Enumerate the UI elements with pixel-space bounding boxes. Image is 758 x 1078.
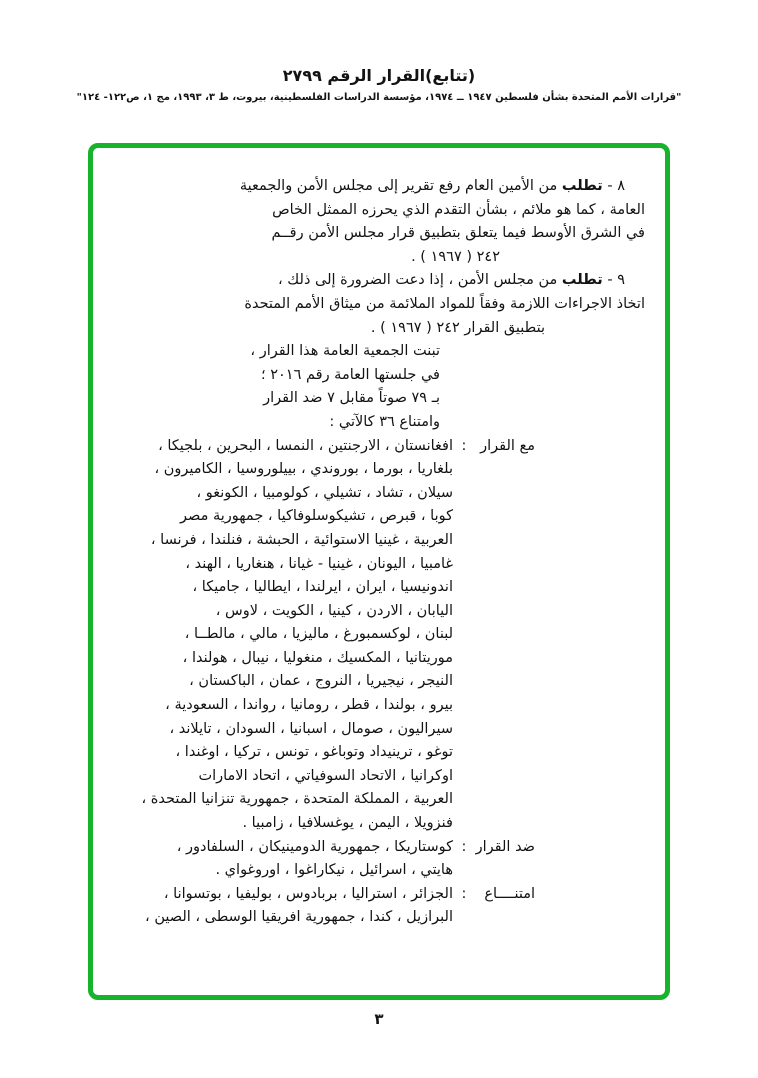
votes-with-row [111, 435, 535, 836]
votes-against-row [111, 836, 535, 883]
paragraph-8-line: ٢٤٢ ( ١٩٦٧ ) . [411, 248, 500, 265]
paragraph-number: ٨ - [602, 178, 625, 194]
doc-title: (تتابع)القرار الرقم ٢٧٩٩ [282, 66, 476, 85]
paragraph-8-line: في الشرق الأوسط فيما يتعلق بتطبيق قرار مجلس الأمن رقــم [271, 225, 645, 242]
paragraph-9-line: اتخاذ الاجراءات اللازمة وفقاً للمواد الملائمة من ميثاق الأمم المتحدة [244, 295, 645, 312]
country-line: لبنان ، لوكسمبورغ ، ماليزيا ، مالي ، مالطــا ، [184, 626, 453, 643]
country-line: العربية ، المملكة المتحدة ، جمهورية تنزانيا المتحدة ، [141, 791, 453, 808]
country-line: اوكرانيا ، الاتحاد السوفياتي ، اتحاد الامارات [198, 767, 453, 784]
operative-verb: تطلب [561, 178, 603, 194]
country-line: هايتي ، اسرائيل ، نيكاراغوا ، اوروغواي . [215, 862, 453, 879]
green-border-frame [88, 143, 670, 1000]
country-line: موريتانيا ، المكسيك ، منغوليا ، نيبال ، هولندا ، [182, 649, 453, 666]
votes-abstain-row [111, 883, 535, 930]
votes-abstain-colon: : [461, 885, 467, 902]
paragraph-8-line: العامة ، كما هو ملائم ، بشأن التقدم الذي يحرزه الممثل الخاص [272, 201, 645, 218]
country-line: كوبا ، قبرص ، تشيكوسلوفاكيا ، جمهورية مصر [180, 508, 453, 525]
doc-citation: "قرارات الأمم المتحدة بشأن فلسطين ١٩٤٧ ــ ١٩٧٤، مؤسسة الدراسات الفلسطينية، بيروت، ط ٣، ١٩٩٣، مج ١، ص١٢٢- ١٢٤" [76, 92, 682, 103]
country-line: النيجر ، نيجيريا ، النروج ، عمان ، الباكستان ، [189, 673, 453, 690]
paragraph-8-line [111, 175, 645, 199]
country-line: بيرو ، بولندا ، قطر ، رومانيا ، رواندا ، السعودية ، [165, 697, 453, 714]
votes-with-label: مع القرار [480, 437, 535, 454]
country-line: البرازيل ، كندا ، جمهورية افريقيا الوسطى ، الصين ، [145, 909, 453, 926]
paragraph-text: من الأمين العام رفع تقرير إلى مجلس الأمن والجمعية [239, 178, 562, 194]
votes-against-colon: : [461, 838, 467, 855]
adoption-statement [111, 340, 645, 434]
country-line: سيلان ، تشاد ، تشيلي ، كولومبيا ، الكونغو ، [196, 484, 453, 501]
country-line: الجزائر ، استراليا ، بربادوس ، بوليفيا ، بوتسوانا ، [163, 885, 453, 902]
country-line: العربية ، غينيا الاستوائية ، الحبشة ، فنلندا ، فرنسا ، [150, 531, 453, 548]
country-line: توغو ، ترينيداد وتوباغو ، تونس ، تركيا ، اوغندا ، [175, 744, 453, 761]
page-number: ٣ [374, 1010, 384, 1028]
country-line: اليابان ، الاردن ، كينيا ، الكويت ، لاوس ، [215, 602, 453, 619]
page-header [0, 0, 758, 103]
adoption-line: بـ ٧٩ صوتاً مقابل ٧ ضد القرار [263, 390, 440, 407]
adoption-line: في جلستها العامة رقم ٢٠١٦ ؛ [261, 366, 440, 383]
votes-against-label: ضد القرار [475, 838, 535, 855]
paragraph-number: ٩ - [602, 272, 625, 289]
votes-with-colon: : [461, 437, 467, 454]
operative-verb: تطلب [561, 272, 603, 289]
country-line: سيراليون ، صومال ، اسبانيا ، السودان ، تايلاند ، [169, 720, 453, 737]
paragraph-9-line: بتطبيق القرار ٢٤٢ ( ١٩٦٧ ) . [370, 319, 545, 336]
country-line: بلغاريا ، بورما ، بوروندي ، بييلوروسيا ، الكاميرون ، [154, 461, 453, 478]
votes-with-countries [142, 435, 453, 836]
country-line: افغانستان ، الارجنتين ، النمسا ، البحرين ، بلجيكا ، [158, 437, 453, 454]
votes-abstain-countries [145, 883, 453, 930]
resolution-body [93, 148, 665, 930]
country-line: كوستاريكا ، جمهورية الدومينيكان ، السلفادور ، [176, 838, 453, 855]
country-line: اندونيسيا ، ايران ، ايرلندا ، ايطاليا ، جاميكا ، [192, 579, 453, 596]
voting-record [111, 435, 645, 930]
country-line: غامبيا ، اليونان ، غينيا - غيانا ، هنغاريا ، الهند ، [185, 555, 453, 572]
paragraph-text: من مجلس الأمن ، إذا دعت الضرورة إلى ذلك ، [278, 272, 562, 289]
paragraph-9-line [111, 269, 645, 293]
adoption-line: تبنت الجمعية العامة هذا القرار ، [250, 343, 440, 360]
adoption-line: وامتناع ٣٦ كالآتي : [329, 413, 440, 430]
country-line: فنزويلا ، اليمن ، يوغسلافيا ، زامبيا . [242, 815, 453, 832]
votes-abstain-label: امتنــــاع [484, 885, 535, 902]
paragraph-9 [111, 269, 645, 340]
paragraph-8 [111, 175, 645, 269]
votes-against-countries [177, 836, 453, 883]
